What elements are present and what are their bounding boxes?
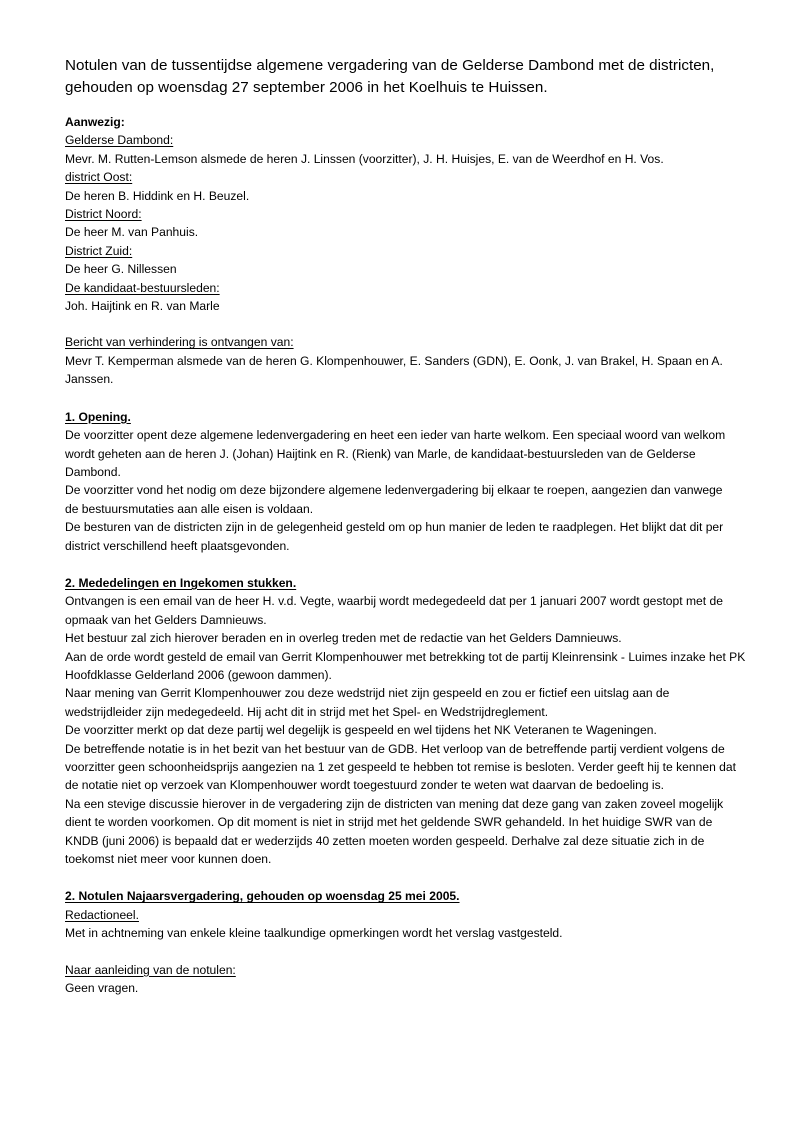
attendance-group-label-3: District Zuid:: [65, 243, 133, 258]
attendance-group-label-4: De kandidaat-bestuursleden:: [65, 280, 220, 295]
section-notulen-heading: 2. Notulen Najaarsvergadering, gehouden op woensdag 25 mei 2005.: [65, 889, 460, 904]
section-opening: [65, 408, 733, 555]
attendance-group-label-0: Gelderse Dambond:: [65, 133, 174, 148]
section-opening-paragraph-0: De voorzitter opent deze algemene ledenvergadering en heet een ieder van harte welkom. Een speciaal woord van welkom wordt geheten aan de heren J. (Johan) Haijtink en R. (Rienk) van Marle, de kandidaat-bestuursleden van de Gelderse Dambond.: [65, 428, 726, 479]
section-mededelingen-paragraph-0: Ontvangen is een email van de heer H. v.d. Vegte, waarbij wordt medegedeeld dat per 1 januari 2007 wordt gestopt met de opmaak van het Gelders Damnieuws.: [65, 594, 723, 627]
section-mededelingen: [65, 574, 746, 869]
section-mededelingen-paragraph-3: Naar mening van Gerrit Klompenhouwer zou deze wedstrijd niet zijn gespeeld en zou er fictief een uitslag aan de wedstrijdleider zijn medegedeeld. Hij acht dit in strijd met het Spel- en Wedstrijdreglement.: [65, 686, 670, 719]
attendance-group-members-0: Mevr. M. Rutten-Lemson alsmede de heren J. Linssen (voorzitter), J. H. Huisjes, E. van de Weerdhof en H. Vos.: [65, 151, 664, 166]
spacer-before-section-1: [65, 389, 733, 408]
spacer-after-title: [65, 99, 733, 113]
attendance-group-label-1: district Oost:: [65, 170, 133, 185]
section-notulen-sub-text-0: Met in achtneming van enkele kleine taalkundige opmerkingen wordt het verslag vastgesteld.: [65, 926, 563, 941]
section-mededelingen-paragraph-2: Aan de orde wordt gesteld de email van Gerrit Klompenhouwer met betrekking tot de partij Kleinrensink - Luimes inzake het PK Hoofdklasse Gelderland 2006 (gewoon dammen).: [65, 649, 746, 682]
spacer-before-absence: [65, 315, 733, 333]
section-mededelingen-heading: 2. Mededelingen en Ingekomen stukken.: [65, 575, 297, 590]
attendance-section: [65, 113, 733, 315]
absence-text: Mevr T. Kemperman alsmede van de heren G. Klompenhouwer, E. Sanders (GDN), E. Oonk, J. van Brakel, H. Spaan en A. Janssen.: [65, 353, 723, 387]
section-notulen: [65, 887, 733, 997]
spacer-before-section-2: [65, 555, 733, 574]
section-opening-paragraph-1: De voorzitter vond het nodig om deze bijzondere algemene ledenvergadering bij elkaar te roepen, aangezien dan vanwege de bestuursmutaties aan alle eisen is voldaan.: [65, 483, 723, 516]
section-notulen-sub-label-0: Redactioneel.: [65, 907, 139, 922]
absence-section: [65, 333, 733, 388]
spacer-between-subsections: [65, 943, 733, 961]
page-title-line-1: Notulen van de tussentijdse algemene vergadering van de Gelderse Dambond met de: [65, 57, 645, 74]
attendance-group-members-1: De heren B. Hiddink en H. Beuzel.: [65, 188, 250, 203]
section-opening-heading: 1. Opening.: [65, 409, 131, 424]
absence-heading: Bericht van verhindering is ontvangen van:: [65, 335, 294, 350]
page-title-line-2: districten, gehouden op woensdag 27 september 2006 in het Koelhuis te Huissen.: [65, 57, 715, 96]
attendance-group-members-4: Joh. Haijtink en R. van Marle: [65, 299, 220, 314]
section-notulen-sub-text-1: Geen vragen.: [65, 981, 139, 996]
attendance-group-members-3: De heer G. Nillessen: [65, 262, 177, 277]
attendance-heading: Aanwezig:: [65, 115, 125, 129]
section-notulen-sub-label-1: Naar aanleiding van de notulen:: [65, 962, 236, 977]
attendance-group-label-2: District Noord:: [65, 207, 142, 222]
page-title: [65, 55, 733, 99]
attendance-group-members-2: De heer M. van Panhuis.: [65, 225, 199, 240]
section-mededelingen-paragraph-1: Het bestuur zal zich hierover beraden en in overleg treden met de redactie van het Gelders Damnieuws.: [65, 631, 622, 646]
section-mededelingen-paragraph-5: De betreffende notatie is in het bezit van het bestuur van de GDB. Het verloop van de betreffende partij verdient volgens de voorzitter geen schoonheidsprijs aangezien na 1 zet gespeeld te hebben tot remise is besloten. Verder geeft hij te kennen dat de notatie niet op verzoek van Klompenhouwer wordt toegestuurd zonder te weten wat daarvan de bedoeling is.: [65, 741, 736, 793]
spacer-before-section-3: [65, 868, 733, 887]
section-opening-paragraph-2: De besturen van de districten zijn in de gelegenheid gesteld om op hun manier de leden te raadplegen. Het blijkt dat dit per district verschillend heeft plaatsgevonden.: [65, 520, 724, 553]
section-mededelingen-paragraph-6: Na een stevige discussie hierover in de vergadering zijn de districten van mening dat deze gang van zaken zoveel mogelijk dient te worden voorkomen. Op dit moment is niet in strijd met het geldende SWR gehandeld. In het huidige SWR van de KNDB (juni 2006) is bepaald dat er wederzijds 40 zetten moeten worden gespeeld. Derhalve zal deze situatie zich in de toekomst niet meer voor kunnen doen.: [65, 796, 724, 867]
section-mededelingen-paragraph-4: De voorzitter merkt op dat deze partij wel degelijk is gespeeld en wel tijdens het NK Veteranen te Wageningen.: [65, 723, 657, 738]
